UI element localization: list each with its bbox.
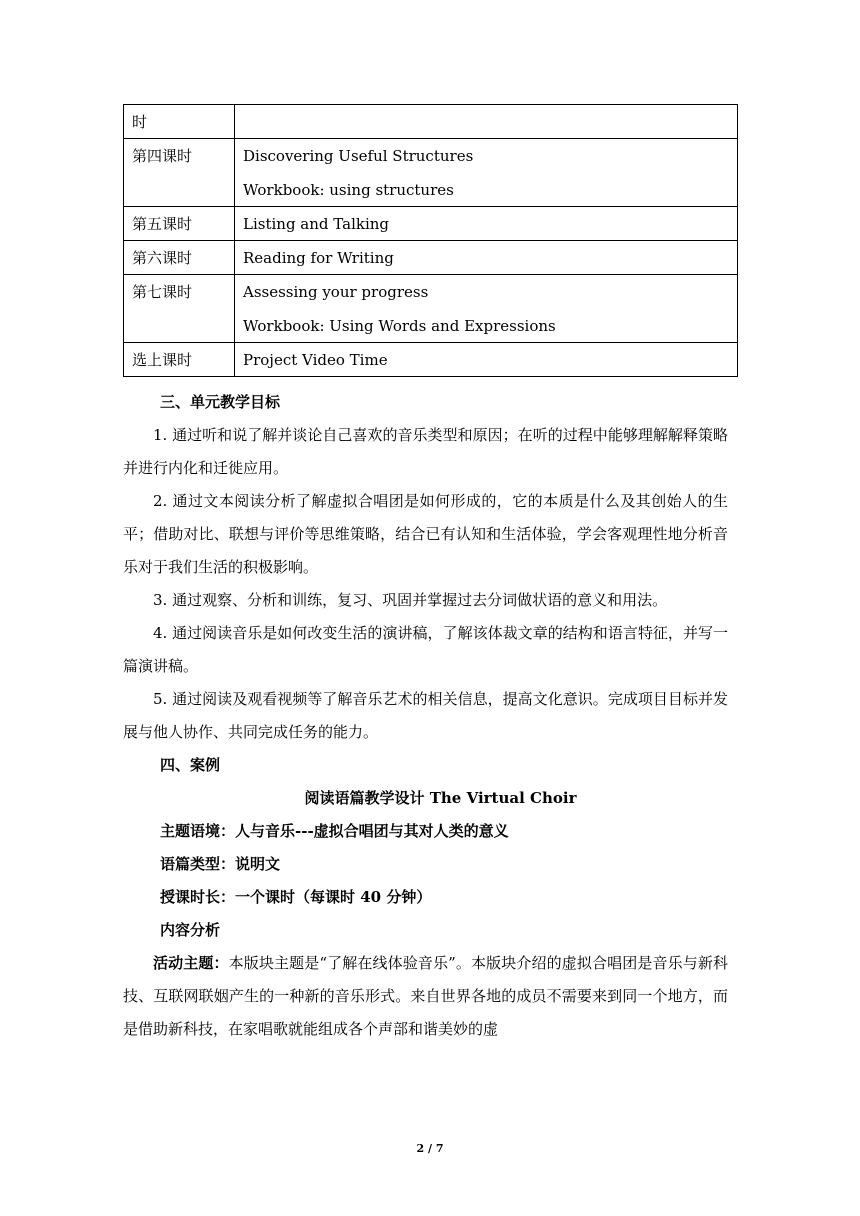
schedule-period: 第七课时 [124,275,235,343]
schedule-content-line [243,113,248,131]
schedule-content-line: Workbook: Using Words and Expressions [243,317,556,335]
schedule-row [124,241,738,275]
goal-2: 2. 通过文本阅读分析了解虚拟合唱团是如何形成的，它的本质是什么及其创始人的生平；借助对比、联想与评价等思维策略，结合已有认知和生活体验，学会客观理性地分析音乐对于我们生活的积极影响。 [123,492,728,576]
schedule-content [235,241,738,275]
schedule-content-line: Project Video Time [243,351,388,369]
schedule-content-line: Listing and Talking [243,215,390,233]
goal-1: 1. 通过听和说了解并谈论自己喜欢的音乐类型和原因；在听的过程中能够理解解释策略并进行内化和迁徙应用。 [123,426,728,477]
schedule-content [235,207,738,241]
schedule-period: 时 [124,105,235,139]
schedule-row [124,207,738,241]
schedule-content [235,105,738,139]
duration-line: 授课时长：一个课时（每课时 40 分钟） [160,888,432,906]
type-line: 语篇类型：说明文 [160,855,281,873]
theme-line: 主题语境：人与音乐---虚拟合唱团与其对人类的意义 [160,822,509,840]
schedule-period: 选上课时 [124,343,235,377]
schedule-row [124,275,738,343]
content-analysis-heading: 内容分析 [160,921,221,939]
schedule-content-line: Workbook: using structures [243,181,454,199]
goal-4: 4. 通过阅读音乐是如何改变生活的演讲稿，了解该体裁文章的结构和语言特征，并写一篇演讲稿。 [123,624,728,675]
schedule-period: 第五课时 [124,207,235,241]
document-body [123,386,728,1046]
schedule-period: 第四课时 [124,139,235,207]
schedule-row [124,343,738,377]
schedule-period: 第六课时 [124,241,235,275]
section3-heading: 三、单元教学目标 [160,393,281,411]
lesson-schedule-table [123,104,738,377]
activity-text: 本版块主题是“了解在线体验音乐”。本版块介绍的虚拟合唱团是音乐与新科技、互联网联姻产生的一种新的音乐形式。来自世界各地的成员不需要来到同一个地方，而是借助新科技，在家唱歌就能组成各个声部和谐美妙的虚 [123,954,728,1038]
section4-heading: 四、案例 [160,756,221,774]
page-number: 2 / 7 [416,1142,444,1155]
schedule-content [235,275,738,343]
schedule-content-line: Reading for Writing [243,249,394,267]
activity-label: 活动主题： [153,954,229,972]
schedule-row [124,139,738,207]
goal-5: 5. 通过阅读及观看视频等了解音乐艺术的相关信息，提高文化意识。完成项目目标并发展与他人协作、共同完成任务的能力。 [123,690,728,741]
schedule-content-line: Discovering Useful Structures [243,147,474,165]
case-title: 阅读语篇教学设计 The Virtual Choir [304,789,577,807]
schedule-row [124,105,738,139]
schedule-content [235,343,738,377]
activity-paragraph [123,947,728,1046]
schedule-content [235,139,738,207]
schedule-content-line: Assessing your progress [243,283,429,301]
goal-3: 3. 通过观察、分析和训练，复习、巩固并掌握过去分词做状语的意义和用法。 [153,591,668,609]
